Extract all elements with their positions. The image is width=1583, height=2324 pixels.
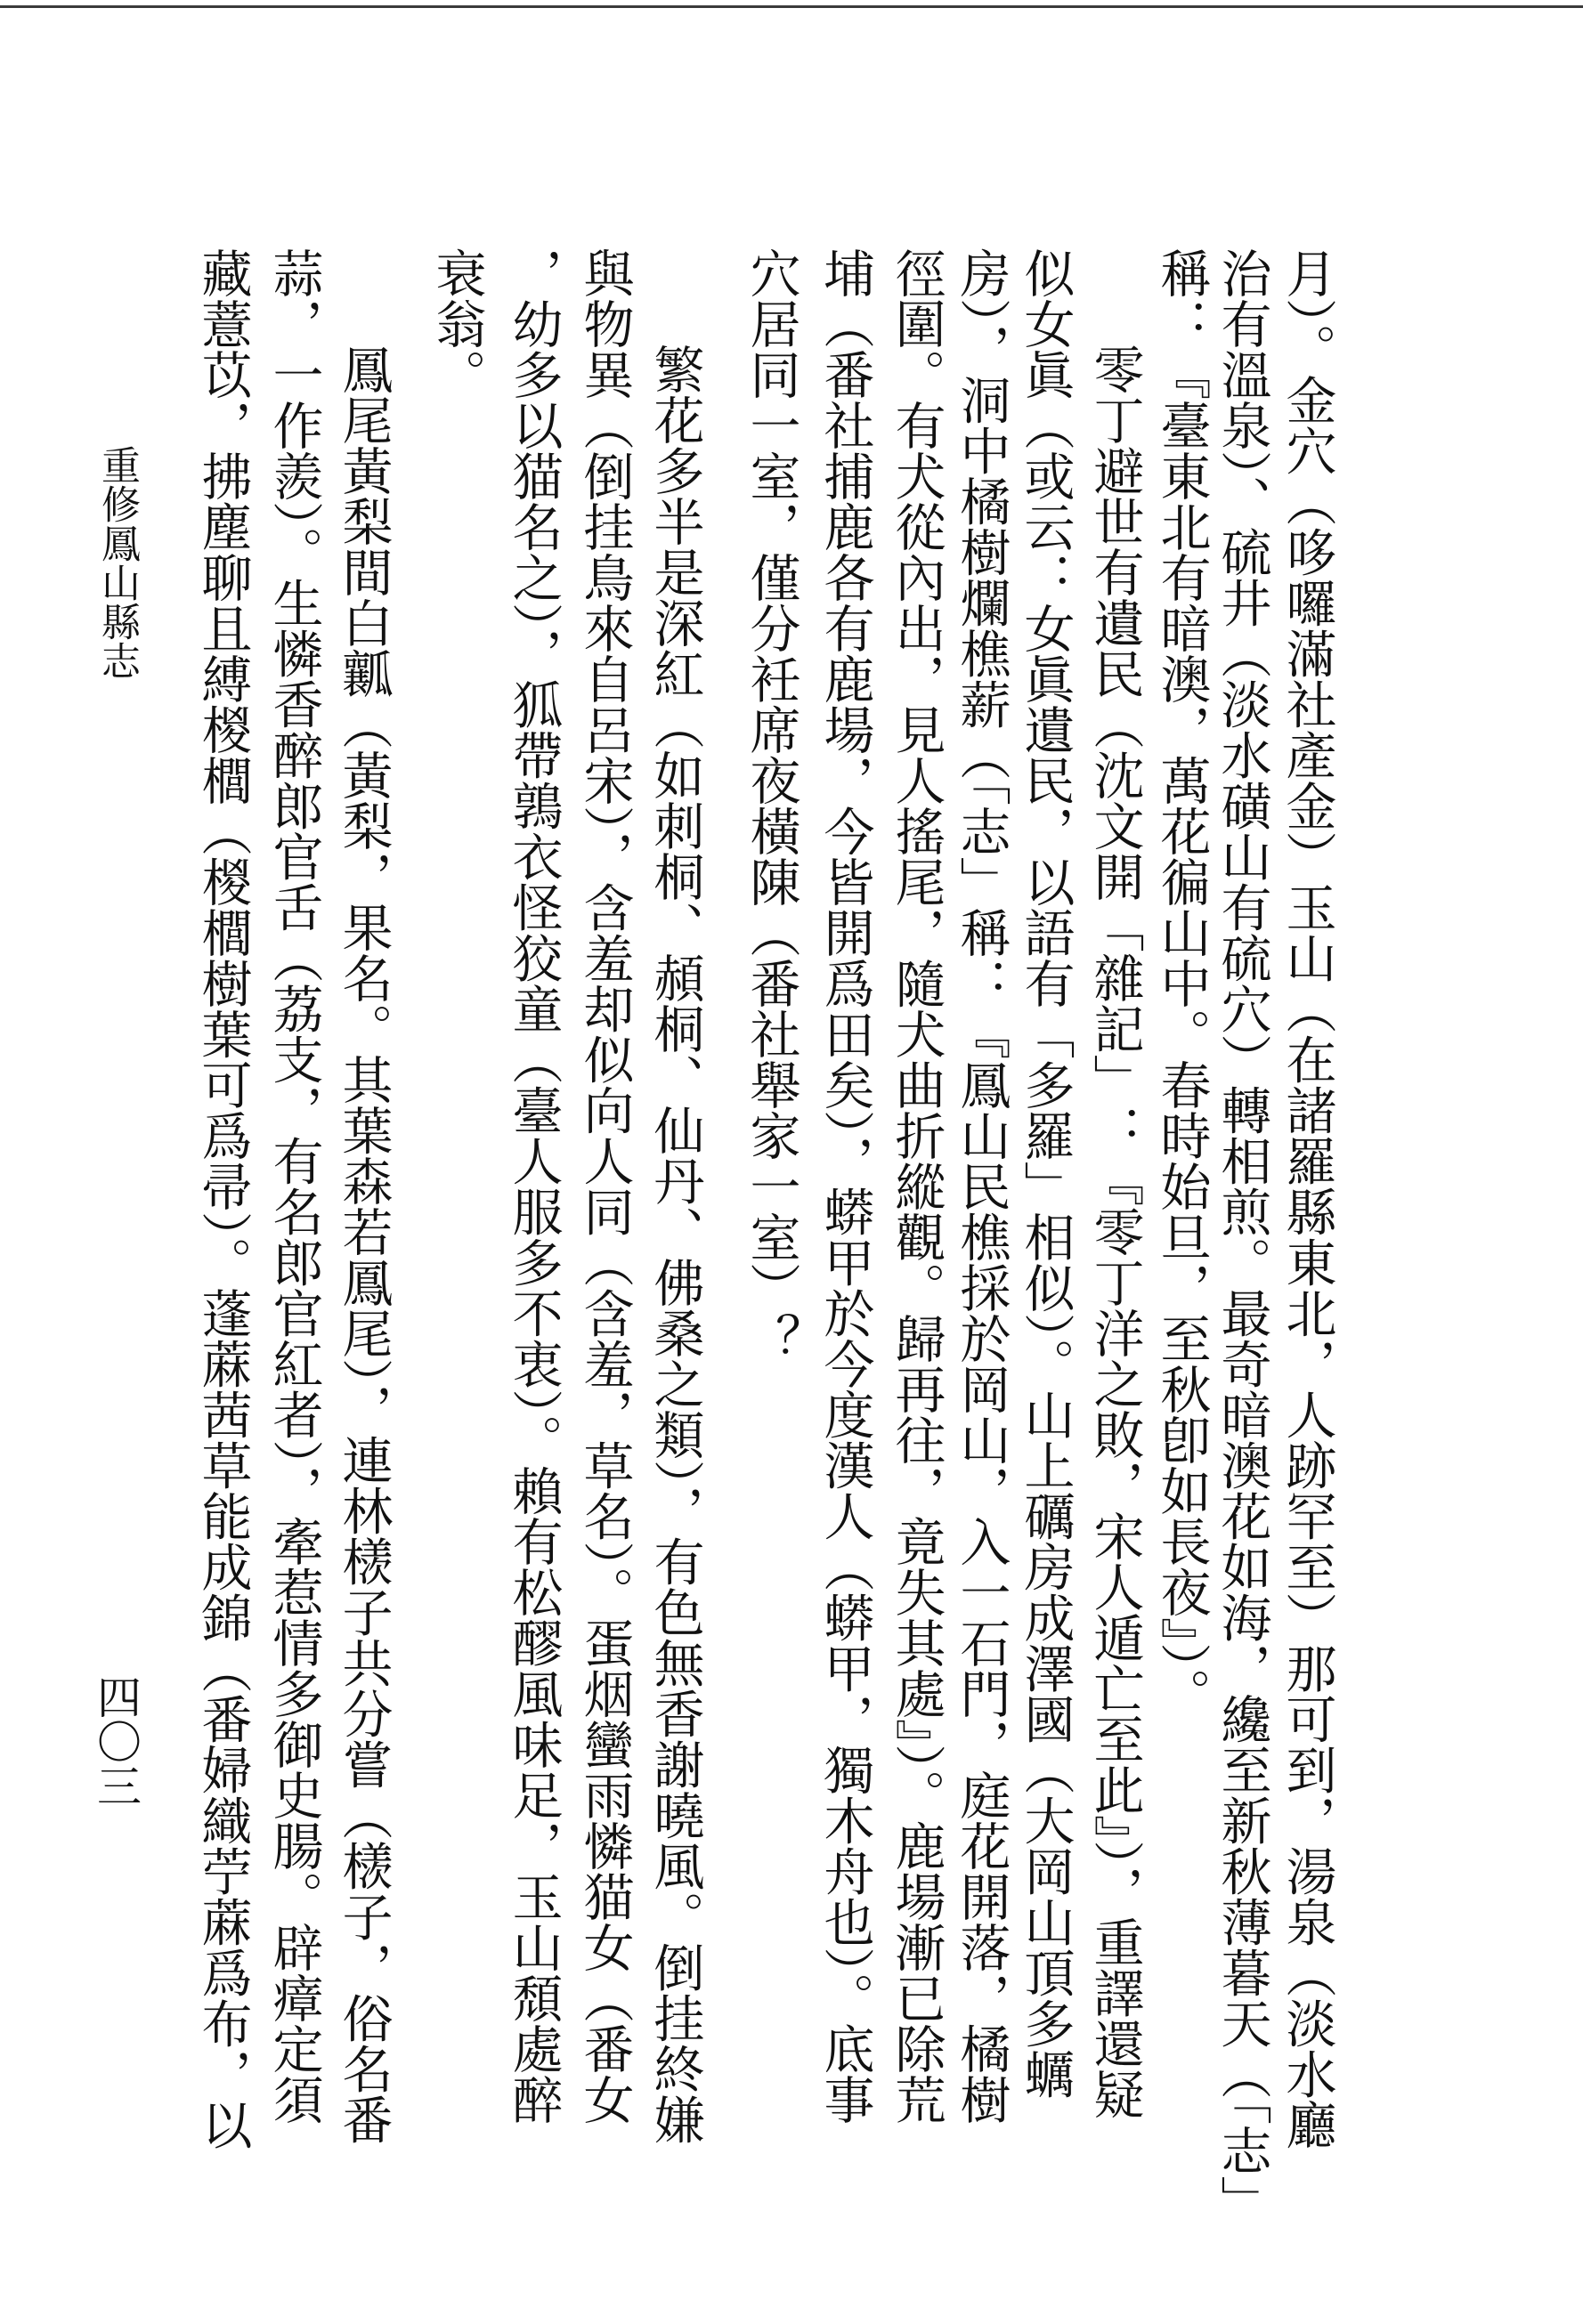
poem-3-column-1: 繁花多半是深紅（如刺桐、頳桐、仙丹、佛桑之類），有色無香謝曉風。倒挂終嫌 [645,344,704,2145]
text-column-9: 穴居同一室，僅分衽席夜橫陳（番社舉家一室）？ [742,247,800,1364]
book-title: 重修鳳山縣志 [94,445,140,680]
text-column-8: 埔（番社捕鹿各有鹿場，今皆開爲田矣），蟒甲於今度漢人（蟒甲，獨木舟也）。底事 [816,247,874,2125]
text-column-6: 房），洞中橘樹爛樵薪（「志」稱：『鳳山民樵採於岡山，入一石門，庭花開落，橘樹 [952,247,1011,2125]
poem-4-column-1: 鳳尾黃梨間白瓤（黃梨，果名。其葉森若鳳尾），連林檨子共分嘗（檨子，俗名番 [334,344,393,2145]
page-number: 四〇三 [90,1674,142,1808]
poem-2-column-1: 零丁避世有遺民（沈文開「雜記」：『零丁洋之敗，宋人遁亡至此』），重譯還疑 [1085,344,1144,2119]
text-column-2: 治有溫泉）、硫井（淡水磺山有硫穴）轉相煎。最奇暗澳花如海，纔至新秋薄暮天（「志」 [1213,247,1271,2226]
text-column-15: 蒜，一作羨）。生憐香醉郎官舌（荔支，有名郎官紅者），牽惹情多御史腸。辟瘴定須 [264,247,323,2125]
text-column-11: 與物異（倒挂鳥來自呂宋），含羞却似向人同（含羞，草名）。蛋烟蠻雨憐猫女（番女 [575,247,634,2125]
text-column-13: 衰翁。 [427,247,486,400]
text-column-3: 稱：『臺東北有暗澳，萬花徧山中。春時始旦，至秋卽如長夜』）。 [1152,247,1211,1719]
text-column-1: 月）。金穴（哆囉滿社產金）玉山（在諸羅縣東北，人跡罕至）那可到，湯泉（淡水廳 [1278,247,1336,2150]
text-column-12: ，幼多以猫名之），狐帶鶉衣怪狡童（臺人服多不衷）。賴有松醪風味足，玉山頹處醉 [504,247,563,2125]
text-column-7: 徑圍。有犬從內出，見人搖尾，隨犬曲折縱觀。歸再往，竟失其處』）。鹿場漸已除荒 [887,247,946,2125]
text-column-16: 藏薏苡，拂塵聊且縛椶櫚（椶櫚樹葉可爲帚）。蓬蔴茜草能成錦（番婦織苧蔴爲布，以 [193,247,252,2150]
text-column-5: 似女眞（或云：女眞遺民，以語有「多羅」相似）。山上礪房成澤國（大岡山頂多蠣 [1016,247,1075,2100]
scan-top-edge [0,5,1583,8]
